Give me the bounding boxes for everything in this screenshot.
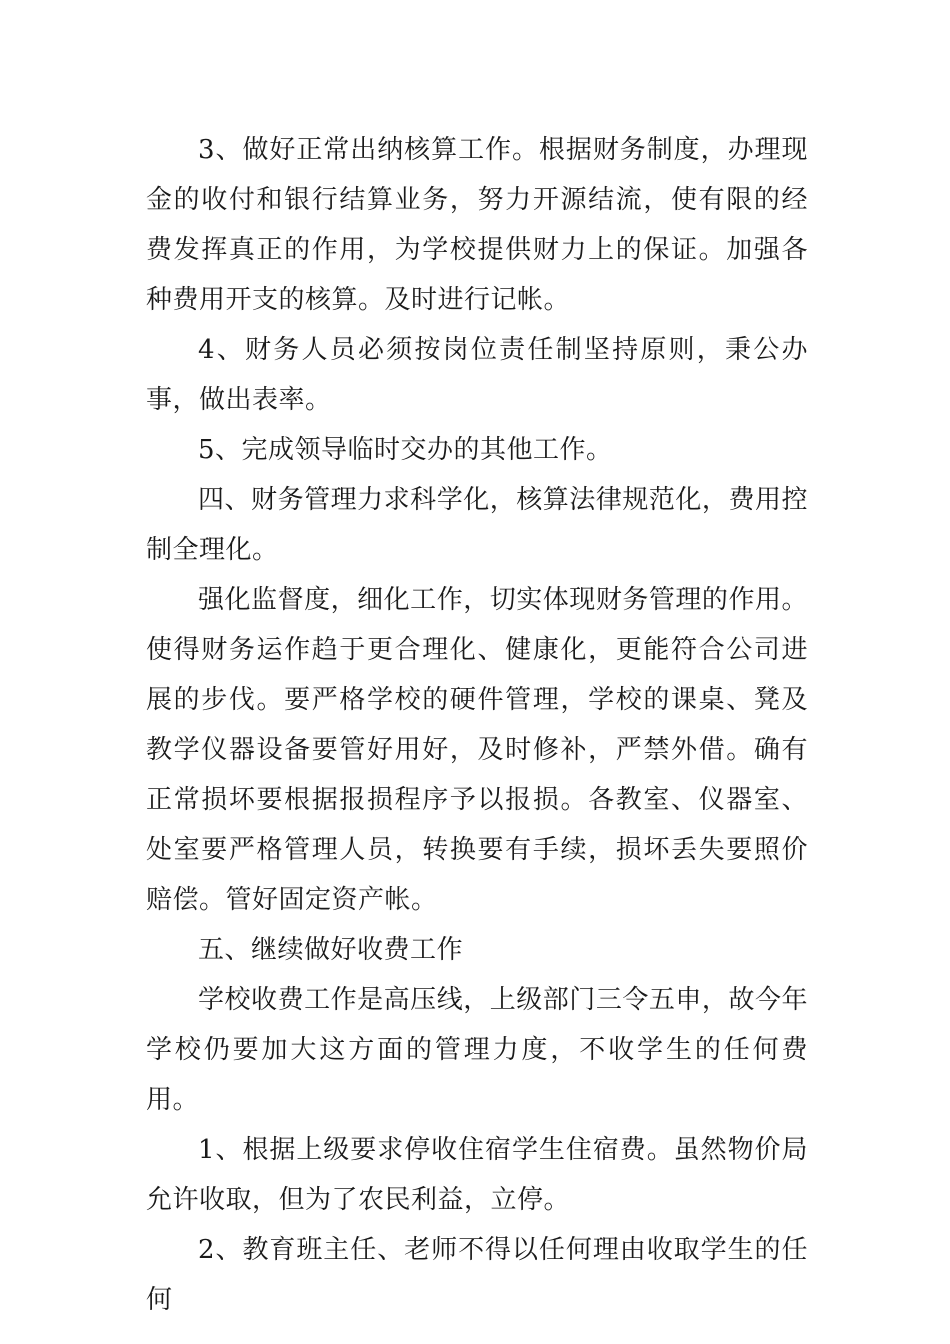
paragraph-dormitory-fee: 1、根据上级要求停收住宿学生住宿费。虽然物价局允许收取，但为了农民利益，立停。 [146, 1135, 808, 1215]
section-heading-four: 四、财务管理力求科学化，核算法律规范化，费用控制全理化。 [146, 485, 808, 565]
section-heading-five: 五、继续做好收费工作 [198, 935, 464, 965]
paragraph-staff-responsibility: 4、财务人员必须按岗位责任制坚持原则，秉公办事，做出表率。 [146, 335, 808, 415]
paragraph-teacher-fees: 2、教育班主任、老师不得以任何理由收取学生的任何 [146, 1235, 808, 1315]
paragraph-supervision: 强化监督度，细化工作，切实体现财务管理的作用。使得财务运作趋于更合理化、健康化，更能符合公司进展的步伐。要严格学校的硬件管理，学校的课桌、凳及教学仪器设备要管好用好，及时修补，严禁外借。确有正常损坏要根据报损程序予以报损。各教室、仪器室、处室要严格管理人员，转换要有手续，损坏丢失要照价赔偿。管好固定资产帐。 [146, 585, 808, 915]
paragraph-fee-policy: 学校收费工作是高压线，上级部门三令五申，故今年学校仍要加大这方面的管理力度，不收学生的任何费用。 [146, 985, 808, 1115]
paragraph-cashier-accounting: 3、做好正常出纳核算工作。根据财务制度，办理现金的收付和银行结算业务，努力开源结流，使有限的经费发挥真正的作用，为学校提供财力上的保证。加强各种费用开支的核算。及时进行记帐。 [146, 135, 808, 315]
body-text [146, 125, 808, 1325]
paragraph-temporary-tasks: 5、完成领导临时交办的其他工作。 [198, 435, 613, 465]
